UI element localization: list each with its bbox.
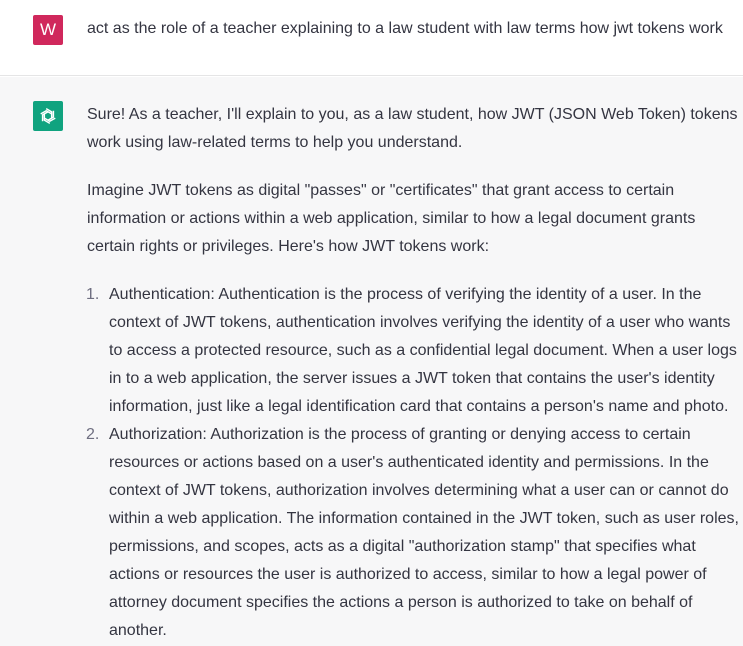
list-item [87, 281, 739, 421]
user-message-row [0, 0, 743, 76]
list-item [87, 421, 739, 645]
list-item-text: Authentication: Authentication is the process of verifying the identity of a user. In the context of JWT tokens, authentication involves verifying the identity of a user who wants to access a protected resource, such as a confidential legal document. When a user logs in to a web application, the server issues a JWT token that contains the user's identity information, just like a legal identification card that contains a person's name and photo. [109, 286, 737, 415]
list-item-number: 2. [86, 426, 100, 443]
list-item-number: 1. [86, 286, 100, 303]
user-message-text: act as the role of a teacher explaining to a law student with law terms how jwt tokens work [87, 20, 723, 37]
assistant-answer [87, 101, 739, 645]
user-avatar: W [33, 15, 63, 45]
answer-paragraph: Imagine JWT tokens as digital "passes" or "certificates" that grant access to certain information or actions within a web application, similar to how a legal document grants certain rights or privileges. Here's how JWT tokens work: [87, 182, 696, 255]
list-item-text: Authorization: Authorization is the process of granting or denying access to certain resources or actions based on a user's authenticated identity and permissions. In the context of JWT tokens, authorization involves determining what a user can or cannot do within a web application. The information contained in the JWT token, such as user roles, permissions, and scopes, acts as a digital "authorization stamp" that specifies what actions or resources the user is authorized to access, similar to how a legal power of attorney document specifies the actions a person is authorized to take on behalf of another. [109, 426, 739, 639]
answer-paragraph: Sure! As a teacher, I'll explain to you, as a law student, how JWT (JSON Web Token) tokens work using law-related terms to help you understand. [87, 106, 738, 151]
answer-numbered-list [87, 281, 739, 645]
assistant-message-row [0, 77, 743, 646]
openai-logo-icon [33, 101, 63, 131]
